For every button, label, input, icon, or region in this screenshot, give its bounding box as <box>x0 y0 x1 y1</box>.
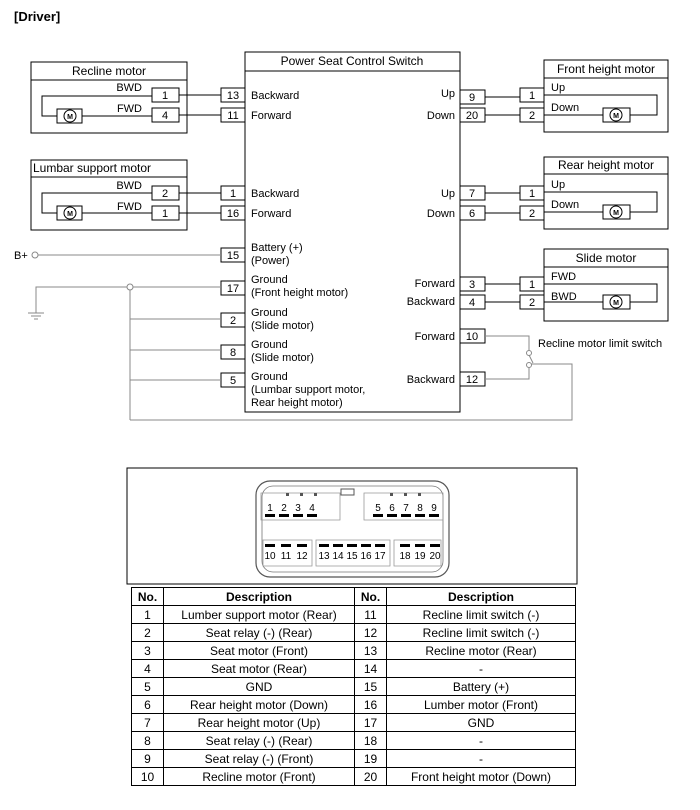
table-cell: Seat relay (-) (Rear) <box>164 732 355 750</box>
switch-pin-1: 1 <box>229 188 237 200</box>
table-cell: 6 <box>132 696 164 714</box>
connector-pin-label: 3 <box>295 503 301 514</box>
recline-bwd-label: BWD <box>116 82 142 94</box>
table-cell: Front height motor (Down) <box>387 768 576 786</box>
lumbar-pin-1: 1 <box>161 208 169 220</box>
slide-fwd-label: FWD <box>551 271 577 283</box>
switch-pin-2: 2 <box>229 315 237 327</box>
front-height-pin-1: 1 <box>528 90 536 102</box>
connector-pin-label: 2 <box>281 503 287 514</box>
table-cell: Rear height motor (Down) <box>164 696 355 714</box>
recline-pin-1: 1 <box>161 90 169 102</box>
switch-pin-13-label: Backward <box>251 90 300 102</box>
table-cell: 10 <box>132 768 164 786</box>
battery-label: B+ <box>14 250 28 262</box>
recline-motor <box>31 62 187 133</box>
table-cell: 7 <box>132 714 164 732</box>
slide-motor <box>520 249 668 321</box>
rear-height-down-label: Down <box>551 199 580 211</box>
switch-pin-5-sublabel-2: Rear height motor) <box>251 397 343 409</box>
table-cell: 5 <box>132 678 164 696</box>
table-cell: - <box>387 660 576 678</box>
table-row <box>132 750 576 768</box>
recline-fwd-label: FWD <box>116 103 142 115</box>
switch-pin-10: 10 <box>465 331 479 343</box>
table-header: No. <box>355 588 387 606</box>
switch-pin-10-label: Forward <box>414 331 455 343</box>
rear-height-up-label: Up <box>551 179 566 191</box>
table-cell: GND <box>164 678 355 696</box>
connector-pin-label: 15 <box>346 551 358 562</box>
table-cell: Lumber support motor (Rear) <box>164 606 355 624</box>
switch-pin-13: 13 <box>226 90 240 102</box>
table-cell: Battery (+) <box>387 678 576 696</box>
rear-height-motor <box>520 157 668 229</box>
switch-pin-1-label: Backward <box>251 188 300 200</box>
limit-switch-label: Recline motor limit switch <box>538 338 663 350</box>
table-row <box>132 678 576 696</box>
table-cell: 15 <box>355 678 387 696</box>
switch-pin-12: 12 <box>465 374 479 386</box>
connector-pin-label: 17 <box>374 551 386 562</box>
slide-pin-2: 2 <box>528 297 536 309</box>
table-cell: 8 <box>132 732 164 750</box>
battery-terminal <box>32 252 38 258</box>
table-row <box>132 642 576 660</box>
table-cell: 14 <box>355 660 387 678</box>
front-height-motor-title: Front height motor <box>556 62 656 76</box>
connector-pin-label: 11 <box>280 551 292 562</box>
table-header: Description <box>387 588 576 606</box>
page-title: [Driver] <box>14 9 61 24</box>
table-cell: - <box>387 732 576 750</box>
recline-pin-4: 4 <box>161 110 169 122</box>
connector-pin-label: 6 <box>389 503 395 514</box>
connector-pin-label: 5 <box>375 503 381 514</box>
table-cell: 20 <box>355 768 387 786</box>
switch-pin-9-label: Up <box>440 88 455 100</box>
rear-height-motor-symbol: M <box>613 210 619 217</box>
lumbar-motor-symbol: M <box>67 211 73 218</box>
switch-pin-6: 6 <box>468 208 476 220</box>
switch-title: Power Seat Control Switch <box>280 54 424 68</box>
switch-pin-5-label: Ground <box>251 371 288 383</box>
table-cell: Recline motor (Rear) <box>387 642 576 660</box>
table-cell: Seat relay (-) (Rear) <box>164 624 355 642</box>
table-row <box>132 660 576 678</box>
rear-height-pin-1: 1 <box>528 188 536 200</box>
recline-motor-symbol: M <box>67 114 73 121</box>
connector-diagram <box>127 468 577 584</box>
connector-pin-label: 4 <box>309 503 315 514</box>
table-cell: 13 <box>355 642 387 660</box>
switch-pin-17-label: Ground <box>251 274 288 286</box>
switch-pin-3: 3 <box>468 279 476 291</box>
switch-pin-6-label: Down <box>426 208 455 220</box>
connector-pin-label: 18 <box>399 551 411 562</box>
recline-motor-title: Recline motor <box>71 64 147 78</box>
table-cell: - <box>387 750 576 768</box>
switch-pin-8-label: Ground <box>251 339 288 351</box>
slide-pin-1: 1 <box>528 279 536 291</box>
switch-pin-7-label: Up <box>440 188 455 200</box>
switch-pin-17-sublabel: (Front height motor) <box>251 287 349 299</box>
lumbar-bwd-label: BWD <box>116 180 142 192</box>
table-row <box>132 768 576 786</box>
connector-pin-label: 1 <box>267 503 273 514</box>
switch-pin-4: 4 <box>468 297 476 309</box>
switch-pin-5: 5 <box>229 375 237 387</box>
slide-motor-title: Slide motor <box>575 251 637 265</box>
connector-pin-label: 16 <box>360 551 372 562</box>
rear-height-pin-2: 2 <box>528 208 536 220</box>
lumbar-fwd-label: FWD <box>116 201 142 213</box>
table-cell: Recline limit switch (-) <box>387 624 576 642</box>
table-cell: 1 <box>132 606 164 624</box>
switch-pin-12-label: Backward <box>406 374 455 386</box>
connector-pin-label: 8 <box>417 503 423 514</box>
switch-pin-16-label: Forward <box>251 208 292 220</box>
table-cell: 9 <box>132 750 164 768</box>
table-header: No. <box>132 588 164 606</box>
table-cell: 11 <box>355 606 387 624</box>
table-cell: 18 <box>355 732 387 750</box>
table-cell: 12 <box>355 624 387 642</box>
table-cell: Seat motor (Front) <box>164 642 355 660</box>
switch-pin-20-label: Down <box>426 110 455 122</box>
table-cell: 4 <box>132 660 164 678</box>
switch-pin-15-sublabel: (Power) <box>251 255 290 267</box>
lumbar-support-motor <box>31 160 187 230</box>
table-cell: Lumber motor (Front) <box>387 696 576 714</box>
connector-pin-label: 19 <box>414 551 426 562</box>
connector-pin-label: 14 <box>332 551 344 562</box>
table-row <box>132 624 576 642</box>
switch-pin-8-sublabel: (Slide motor) <box>251 352 314 364</box>
slide-motor-symbol: M <box>613 300 619 307</box>
switch-pin-11: 11 <box>227 110 239 122</box>
rear-height-motor-title: Rear height motor <box>557 158 655 172</box>
switch-pin-9: 9 <box>468 92 476 104</box>
table-row <box>132 732 576 750</box>
table-cell: Recline limit switch (-) <box>387 606 576 624</box>
recline-limit-switch <box>485 336 662 379</box>
table-cell: 3 <box>132 642 164 660</box>
connector-pin-label: 12 <box>296 551 308 562</box>
front-height-motor-symbol: M <box>613 113 619 120</box>
connector-pin-label: 7 <box>403 503 409 514</box>
switch-pin-11-label: Forward <box>251 110 292 122</box>
switch-pin-8: 8 <box>229 347 237 359</box>
table-cell: GND <box>387 714 576 732</box>
switch-pin-7: 7 <box>468 188 476 200</box>
switch-pin-17: 17 <box>226 283 240 295</box>
connector-pin-table <box>131 587 576 786</box>
table-row <box>132 696 576 714</box>
front-height-motor <box>520 60 668 132</box>
front-height-up-label: Up <box>551 82 566 94</box>
connector-pin-label: 9 <box>431 503 437 514</box>
table-cell: 17 <box>355 714 387 732</box>
table-cell: Seat motor (Rear) <box>164 660 355 678</box>
switch-pin-4-label: Backward <box>406 296 455 308</box>
lumbar-pin-2: 2 <box>161 188 169 200</box>
table-cell: 16 <box>355 696 387 714</box>
front-height-pin-2: 2 <box>528 110 536 122</box>
switch-pin-5-sublabel: (Lumbar support motor, <box>251 384 366 396</box>
table-cell: Rear height motor (Up) <box>164 714 355 732</box>
switch-pin-2-sublabel: (Slide motor) <box>251 320 314 332</box>
switch-pin-3-label: Forward <box>414 278 455 290</box>
table-cell: Recline motor (Front) <box>164 768 355 786</box>
connector-pin-label: 20 <box>429 551 441 562</box>
slide-bwd-label: BWD <box>551 291 577 303</box>
table-row <box>132 606 576 624</box>
table-cell: 2 <box>132 624 164 642</box>
switch-pin-20: 20 <box>465 110 479 122</box>
front-height-down-label: Down <box>551 102 580 114</box>
switch-pin-15-label: Battery (+) <box>251 242 303 254</box>
table-row <box>132 714 576 732</box>
switch-pin-2-label: Ground <box>251 307 288 319</box>
connector-pin-label: 10 <box>264 551 276 562</box>
switch-pin-15: 15 <box>226 250 240 262</box>
table-header-row <box>132 588 576 606</box>
lumbar-motor-title: Lumbar support motor <box>32 161 152 175</box>
table-cell: 19 <box>355 750 387 768</box>
table-header: Description <box>164 588 355 606</box>
connector-pin-label: 13 <box>318 551 330 562</box>
table-cell: Seat relay (-) (Front) <box>164 750 355 768</box>
switch-pin-16: 16 <box>226 208 240 220</box>
